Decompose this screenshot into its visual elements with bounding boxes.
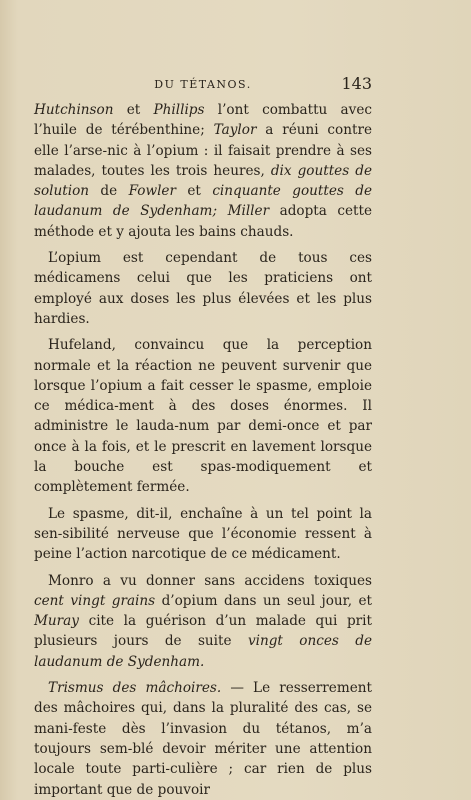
paragraph xyxy=(34,335,372,497)
text-segment: et xyxy=(113,102,154,118)
paragraph xyxy=(34,678,372,800)
italic-segment: dix gouttes de solution xyxy=(34,162,372,200)
text-segment: cite la guérison d’un malade qui prit plusieurs jours de suite xyxy=(34,613,372,650)
text-segment: Monro a vu donner sans accidens toxiques xyxy=(48,572,372,589)
running-title: DU TÉTANOS. xyxy=(154,78,252,91)
text-segment: d’opium dans un seul jour, et xyxy=(155,592,372,609)
text-segment: et xyxy=(175,183,213,200)
italic-segment: Phillips xyxy=(153,102,205,118)
paragraph xyxy=(34,100,372,242)
body-text xyxy=(34,100,372,800)
text-segment: Le spasme, dit-il, enchaîne à un tel point la sen-sibilité nerveuse que l’économie ressent à peine l’action narcotique de ce médicament. xyxy=(34,505,372,563)
page-number: 143 xyxy=(341,74,372,93)
italic-segment: Fowler xyxy=(128,183,176,200)
italic-segment: Taylor xyxy=(213,122,257,139)
italic-segment: Trismus des mâchoires. xyxy=(48,680,222,697)
text-segment: L’opium est cependant de tous ces médicamens celui que les praticiens ont employé aux doses les plus élevées et les plus hardies. xyxy=(34,250,372,327)
italic-segment: Muray xyxy=(34,613,79,630)
text-segment: de xyxy=(89,183,129,200)
text-segment: — Le resserrement des mâchoires qui, dans la pluralité des cas, se mani-feste dès l’invasion du tétanos, m’a toujours sem-blé devoir mériter une attention locale toute parti-culière ; car rien de plus important que de pouvoir xyxy=(34,680,372,798)
text-segment xyxy=(217,203,228,219)
text-segment: a réuni contre elle l’arse-nic à l’opium : il faisait prendre à ses malades, toutes les trois heures, xyxy=(34,122,372,179)
paragraph xyxy=(34,248,372,329)
page-header xyxy=(34,74,372,94)
italic-segment: Miller xyxy=(227,203,270,220)
text-segment: l’ont combattu avec l’huile de térébenthine; xyxy=(34,102,372,139)
text-segment: adopta cette méthode et y ajouta les bains chauds. xyxy=(34,203,373,240)
italic-segment: cinquante gouttes de laudanum de Sydenham; xyxy=(34,183,372,220)
paragraph xyxy=(34,504,372,565)
paragraph xyxy=(34,571,372,672)
italic-segment: vingt onces de laudanum de Sydenham. xyxy=(34,633,372,670)
italic-segment: cent vingt grains xyxy=(34,592,156,609)
italic-segment: Hutchinson xyxy=(34,102,114,118)
text-segment: Hufeland, convaincu que la perception normale et la réaction ne peuvent survenir que lorsque l’opium a fait cesser le spasme, emploie ce médica-ment à des doses énormes. Il administre le lauda-num par demi-once et par once à la fois, et le prescrit en lavement lorsque la bouche est spas-modiquement et complètement fermée. xyxy=(34,337,372,496)
